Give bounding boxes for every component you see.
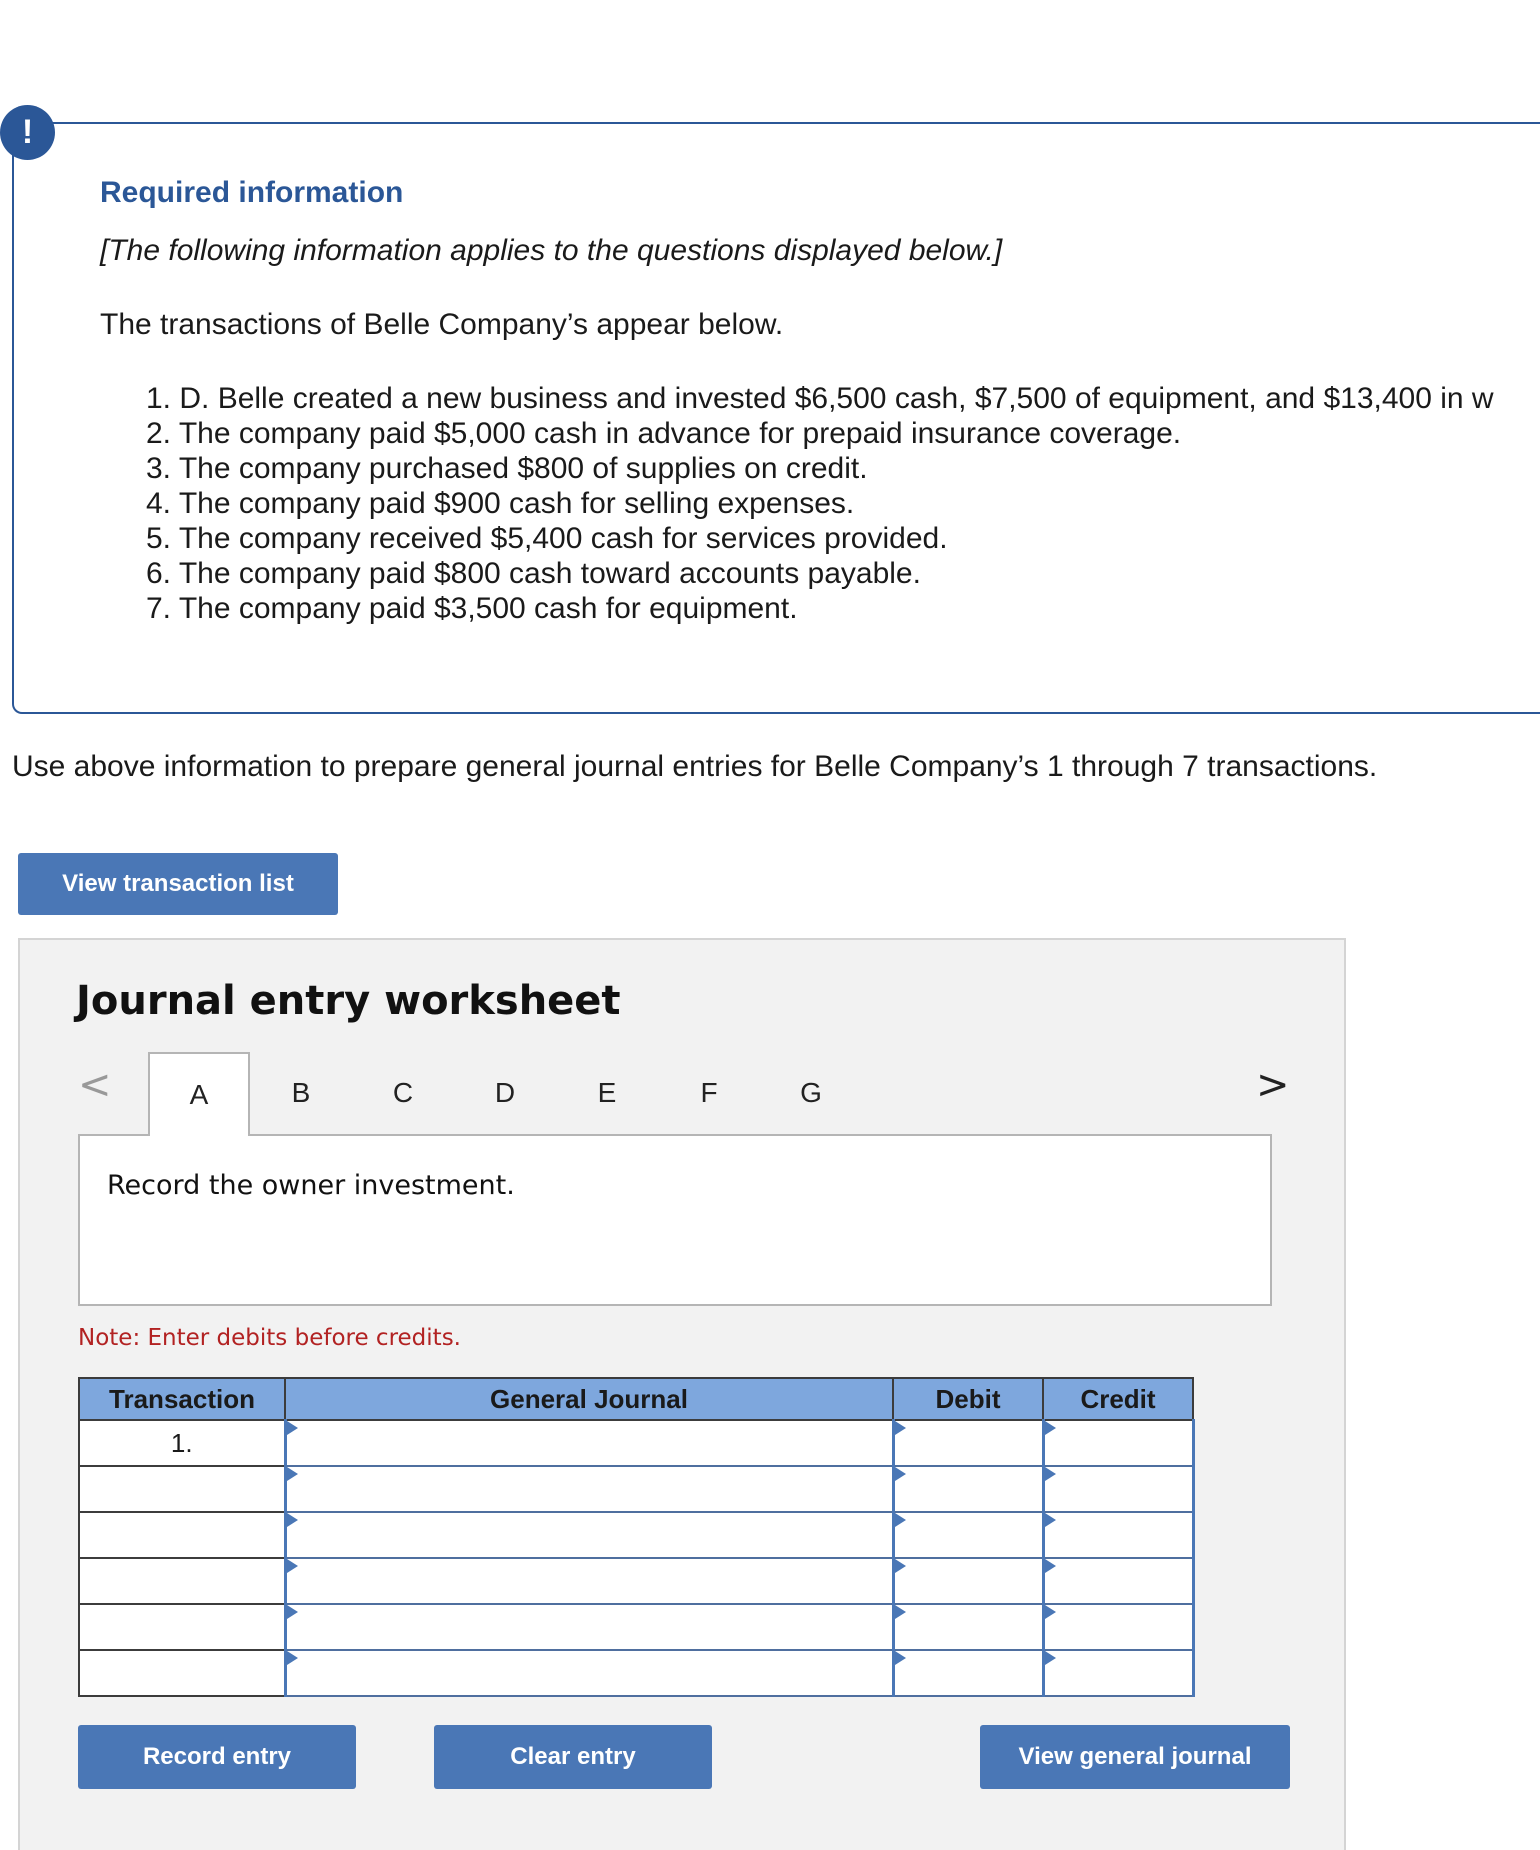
header-general-journal: General Journal [285,1378,893,1420]
table-row [79,1558,1193,1604]
tab-b[interactable]: B [291,1077,311,1108]
input-marker-icon [1045,1651,1056,1665]
input-marker-icon [895,1559,906,1573]
view-general-journal-button[interactable]: View general journal [980,1725,1290,1789]
debit-input[interactable] [893,1420,1043,1466]
dropdown-marker-icon [287,1513,298,1527]
required-information-panel [12,122,1540,714]
dropdown-marker-icon [287,1421,298,1435]
credit-input[interactable] [1043,1604,1193,1650]
input-marker-icon [1045,1513,1056,1527]
journal-table [78,1377,1195,1697]
dropdown-marker-icon [287,1605,298,1619]
dropdown-marker-icon [287,1559,298,1573]
input-marker-icon [895,1513,906,1527]
transaction-item: 4. The company paid $900 cash for selling expenses. [146,487,855,520]
tab-c[interactable]: C [392,1077,414,1108]
journal-entry-worksheet [18,938,1346,1850]
transaction-cell [79,1650,285,1696]
input-marker-icon [895,1651,906,1665]
table-row [79,1466,1193,1512]
credit-input[interactable] [1043,1420,1193,1466]
header-debit: Debit [893,1378,1043,1420]
table-row [79,1512,1193,1558]
account-select[interactable] [285,1604,893,1650]
table-row [79,1420,1193,1466]
tab-a[interactable]: A [148,1052,250,1136]
debit-input[interactable] [893,1604,1043,1650]
tab-e[interactable]: E [597,1077,617,1108]
transaction-item: 7. The company paid $3,500 cash for equipment. [146,592,798,625]
transaction-item: 6. The company paid $800 cash toward accounts payable. [146,557,921,590]
table-row [79,1650,1193,1696]
input-marker-icon [1045,1559,1056,1573]
alert-icon: ! [0,105,55,160]
chevron-right-icon[interactable]: > [1256,1062,1290,1108]
tab-f[interactable]: F [700,1077,718,1108]
transaction-item: 2. The company paid $5,000 cash in advance for prepaid insurance coverage. [146,417,1182,450]
table-row [79,1604,1193,1650]
credit-input[interactable] [1043,1558,1193,1604]
input-marker-icon [1045,1467,1056,1481]
credit-input[interactable] [1043,1512,1193,1558]
credit-input[interactable] [1043,1466,1193,1512]
record-entry-button[interactable]: Record entry [78,1725,356,1789]
entry-note: Note: Enter debits before credits. [78,1325,461,1351]
entry-prompt-box [78,1134,1272,1306]
transaction-cell [79,1512,285,1558]
header-transaction: Transaction [79,1378,285,1420]
entry-prompt: Record the owner investment. [107,1170,515,1201]
dropdown-marker-icon [287,1467,298,1481]
tab-d[interactable]: D [494,1077,516,1108]
dropdown-marker-icon [287,1651,298,1665]
instruction-text: Use above information to prepare general journal entries for Belle Company’s 1 through 7 transactions. [12,750,1378,783]
info-intro: The transactions of Belle Company’s appear below. [100,308,784,341]
input-marker-icon [1045,1605,1056,1619]
view-transaction-list-button[interactable]: View transaction list [18,853,338,915]
tab-g[interactable]: G [800,1077,822,1108]
journal-table-header [79,1378,1193,1420]
credit-input[interactable] [1043,1650,1193,1696]
input-marker-icon [1045,1421,1056,1435]
transaction-cell [79,1558,285,1604]
account-select[interactable] [285,1466,893,1512]
header-credit: Credit [1043,1378,1193,1420]
debit-input[interactable] [893,1466,1043,1512]
transaction-cell [79,1604,285,1650]
info-title: Required information [100,176,404,209]
input-marker-icon [895,1605,906,1619]
account-select[interactable] [285,1512,893,1558]
debit-input[interactable] [893,1650,1043,1696]
transaction-item: 3. The company purchased $800 of supplies on credit. [146,452,868,485]
info-subtitle: [The following information applies to the questions displayed below.] [100,234,1003,267]
chevron-left-icon[interactable]: < [78,1062,112,1108]
account-select[interactable] [285,1558,893,1604]
transaction-item: 1. D. Belle created a new business and invested $6,500 cash, $7,500 of equipment, and $13,400 in w [146,382,1494,415]
worksheet-title: Journal entry worksheet [76,978,621,1024]
transaction-cell: 1. [79,1420,285,1466]
debit-input[interactable] [893,1512,1043,1558]
input-marker-icon [895,1467,906,1481]
debit-input[interactable] [893,1558,1043,1604]
input-marker-icon [895,1421,906,1435]
transaction-cell [79,1466,285,1512]
transaction-item: 5. The company received $5,400 cash for services provided. [146,522,948,555]
account-select[interactable] [285,1650,893,1696]
clear-entry-button[interactable]: Clear entry [434,1725,712,1789]
account-select[interactable] [285,1420,893,1466]
transaction-list [146,381,1494,626]
